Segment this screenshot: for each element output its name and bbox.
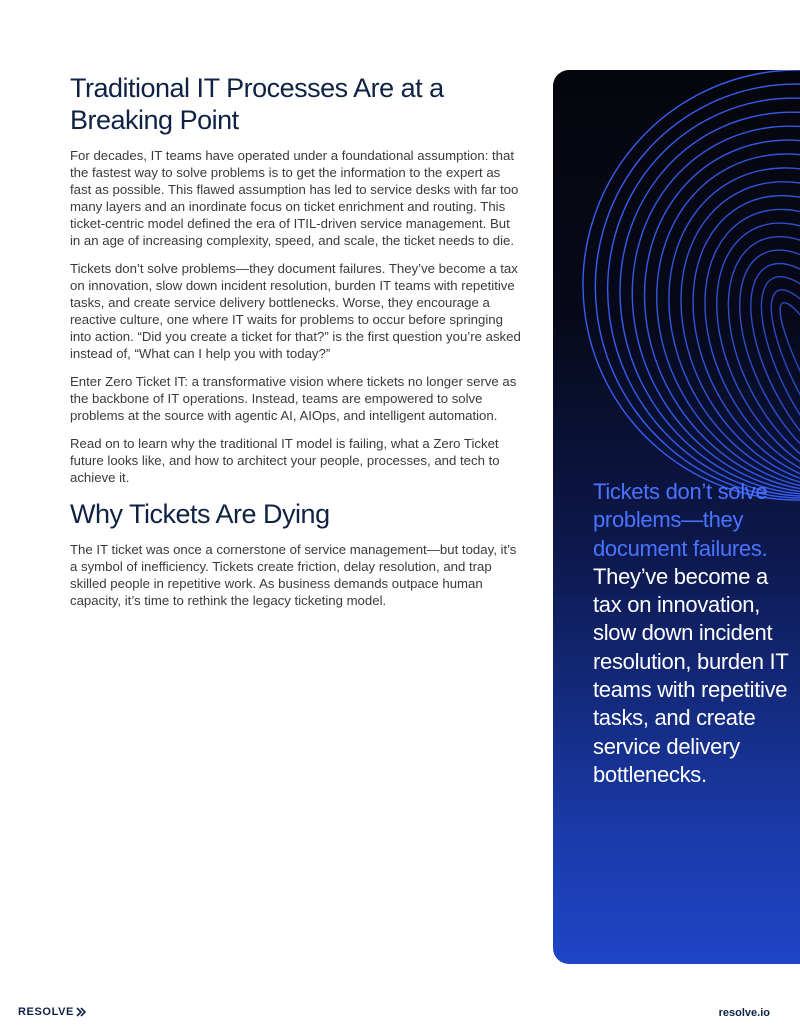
pullquote-panel [553, 70, 800, 964]
page-title-line-2: Breaking Point [70, 105, 239, 135]
section-heading-why-tickets: Why Tickets Are Dying [70, 499, 330, 529]
pullquote-rest: They’ve become a tax on innovation, slow down incident resolution, burden IT teams with repetitive tasks, and create service delivery bottlenecks. [593, 563, 789, 787]
intro-paragraph-3: Enter Zero Ticket IT: a transformative vision where tickets no longer serve as the backbone of IT operations. Instead, teams are empowered to solve problems at the source with agentic AI, AIOps, and intelligent automation. [70, 374, 517, 423]
intro-paragraph-2: Tickets don’t solve problems—they document failures. They’ve become a tax on innovation, slow down incident resolution, burden IT teams with repetitive tasks, and create service delivery bottlenecks. Worse, they encourage a reactive culture, one where IT waits for problems to occur before springing into action. “Did you create a ticket for that?” is the first question you’re asked instead of, “What can I help you with today?” [70, 261, 521, 361]
footer-url: resolve.io [718, 1007, 770, 1019]
pullquote [593, 478, 793, 789]
why-tickets-paragraph: The IT ticket was once a cornerstone of service management—but today, it’s a symbol of inefficiency. Tickets create friction, delay resolution, and trap skilled people in repetitive work. As business demands outpace human capacity, it’s time to rethink the legacy ticketing model. [70, 542, 517, 608]
intro-paragraph-1: For decades, IT teams have operated under a foundational assumption: that the fastest way to solve problems is to get the information to the expert as fast as possible. This flawed assumption has led to service desks with far too many layers and an inordinate focus on ticket enrichment and routing. This ticket-centric model defined the era of ITIL-driven service management. But in an age of increasing complexity, speed, and scale, the ticket needs to die. [70, 148, 519, 248]
logo-wordmark: RESOLVE [18, 1006, 74, 1018]
resolve-logo [18, 1006, 86, 1018]
page-title-line-1: Traditional IT Processes Are at a [70, 73, 444, 103]
logo-mark-icon [76, 1007, 86, 1017]
page-title [70, 72, 522, 136]
main-content [70, 72, 522, 609]
intro-paragraph-4: Read on to learn why the traditional IT model is failing, what a Zero Ticket future looks like, and how to architect your people, processes, and tech to achieve it. [70, 436, 500, 485]
pullquote-accent: Tickets don’t solve problems—they document failures. [593, 479, 768, 561]
